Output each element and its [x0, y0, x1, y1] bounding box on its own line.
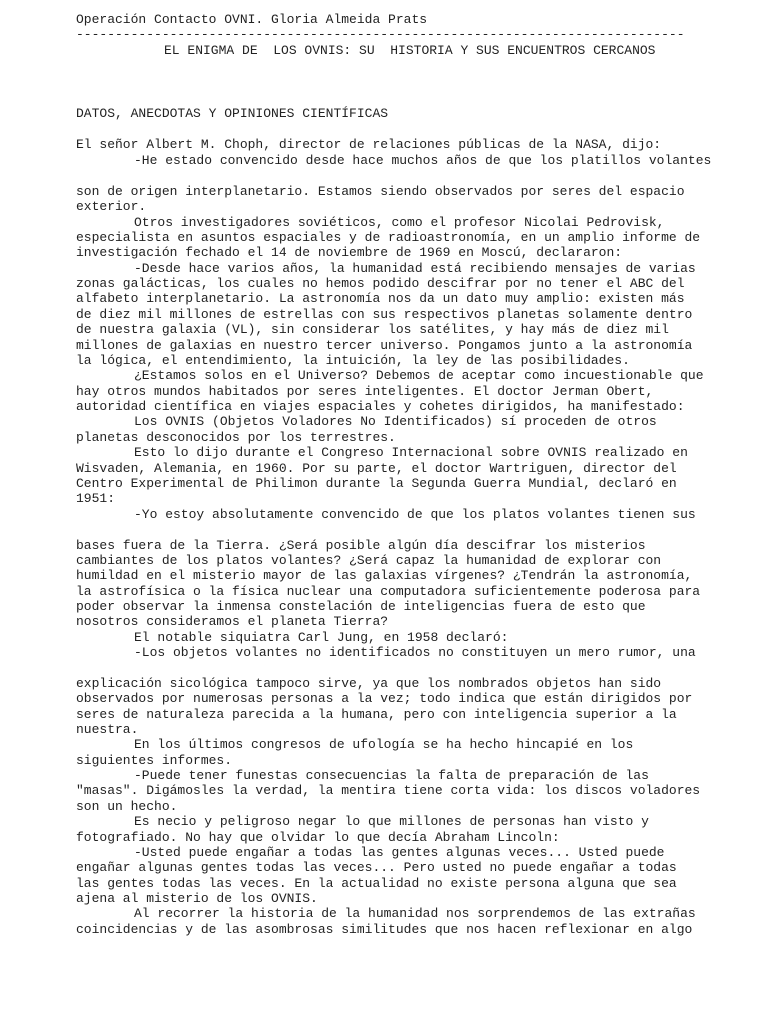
- header-separator: ------------------------------------------------------------------------------: [76, 27, 685, 42]
- text-line: de nuestra galaxia (VL), sin considerar los satélites, y hay más de diez mil: [76, 322, 669, 337]
- text-line: millones de galaxias en nuestro tercer universo. Pongamos junto a la astronomía: [76, 338, 693, 353]
- text-line: -Puede tener funestas consecuencias la falta de preparación de las: [134, 768, 649, 783]
- text-line: Al recorrer la historia de la humanidad nos sorprendemos de las extrañas: [134, 906, 696, 921]
- section-title: DATOS, ANECDOTAS Y OPINIONES CIENTÍFICAS: [76, 106, 389, 121]
- text-line: -He estado convencido desde hace muchos años de que los platillos volantes: [134, 153, 712, 168]
- text-line: Es necio y peligroso negar lo que millones de personas han visto y: [134, 814, 649, 829]
- text-line: especialista en asuntos espaciales y de radioastronomía, en un amplio informe de: [76, 230, 701, 245]
- text-line: Centro Experimental de Philimon durante la Segunda Guerra Mundial, declaró en: [76, 476, 677, 491]
- text-line: Los OVNIS (Objetos Voladores No Identificados) sí proceden de otros: [134, 414, 657, 429]
- text-line: El notable siquiatra Carl Jung, en 1958 declaró:: [134, 630, 509, 645]
- text-line: son un hecho.: [76, 799, 178, 814]
- text-line: 1951:: [76, 491, 116, 506]
- text-line: seres de naturaleza parecida a la humana, pero con inteligencia superior a la: [76, 707, 677, 722]
- text-line: las gentes todas las veces. En la actualidad no existe persona alguna que sea: [76, 876, 677, 891]
- text-line: nosotros consideramos el planeta Tierra?: [76, 614, 389, 629]
- text-line: ajena al misterio de los OVNIS.: [76, 891, 318, 906]
- text-line: -Desde hace varios años, la humanidad está recibiendo mensajes de varias: [134, 261, 696, 276]
- text-line: coincidencias y de las asombrosas similitudes que nos hacen reflexionar en algo: [76, 922, 693, 937]
- text-line: planetas desconocidos por los terrestres.: [76, 430, 396, 445]
- text-line: la lógica, el entendimiento, la intuición, la ley de las posibilidades.: [76, 353, 630, 368]
- text-line: -Usted puede engañar a todas las gentes algunas veces... Usted puede: [134, 845, 665, 860]
- text-line: -Yo estoy absolutamente convencido de que los platos volantes tienen sus: [134, 507, 696, 522]
- text-line: observados por numerosas personas a la vez; todo indica que están dirigidos por: [76, 691, 693, 706]
- text-line: Wisvaden, Alemania, en 1960. Por su parte, el doctor Wartriguen, director del: [76, 461, 677, 476]
- text-line: son de origen interplanetario. Estamos siendo observados por seres del espacio: [76, 184, 685, 199]
- text-line: investigación fechado el 14 de noviembre de 1969 en Moscú, declararon:: [76, 245, 623, 260]
- text-line: hay otros mundos habitados por seres inteligentes. El doctor Jerman Obert,: [76, 384, 654, 399]
- text-line: En los últimos congresos de ufología se ha hecho hincapié en los: [134, 737, 634, 752]
- text-line: exterior.: [76, 199, 147, 214]
- chapter-title: EL ENIGMA DE LOS OVNIS: SU HISTORIA Y SUS ENCUENTROS CERCANOS: [164, 43, 656, 58]
- text-line: humildad en el misterio mayor de las galaxias vírgenes? ¿Tendrán la astronomía,: [76, 568, 693, 583]
- text-line: explicación sicológica tampoco sirve, ya que los nombrados objetos han sido: [76, 676, 662, 691]
- text-line: la astrofísica o la física nuclear una computadora suficientemente poderosa para: [76, 584, 701, 599]
- text-line: Esto lo dijo durante el Congreso Internacional sobre OVNIS realizado en: [134, 445, 688, 460]
- text-line: El señor Albert M. Choph, director de relaciones públicas de la NASA, dijo:: [76, 137, 662, 152]
- text-line: zonas galácticas, los cuales no hemos podido descifrar por no tener el ABC del: [76, 276, 685, 291]
- text-line: engañar algunas gentes todas las veces... Pero usted no puede engañar a todas: [76, 860, 677, 875]
- text-line: poder observar la inmensa constelación de inteligencias fuera de esto que: [76, 599, 646, 614]
- text-line: ¿Estamos solos en el Universo? Debemos de aceptar como incuestionable que: [134, 368, 704, 383]
- text-line: alfabeto interplanetario. La astronomía nos da un dato muy amplio: existen más: [76, 291, 685, 306]
- text-line: Otros investigadores soviéticos, como el profesor Nicolai Pedrovisk,: [134, 215, 665, 230]
- text-line: "masas". Digámosles la verdad, la mentira tiene corta vida: los discos voladores: [76, 783, 701, 798]
- text-line: fotografiado. No hay que olvidar lo que decía Abraham Lincoln:: [76, 830, 560, 845]
- text-line: nuestra.: [76, 722, 139, 737]
- text-line: siguientes informes.: [76, 753, 233, 768]
- text-line: autoridad científica en viajes espaciales y cohetes dirigidos, ha manifestado:: [76, 399, 685, 414]
- text-line: cambiantes de los platos volantes? ¿Será capaz la humanidad de explorar con: [76, 553, 662, 568]
- text-line: -Los objetos volantes no identificados no constituyen un mero rumor, una: [134, 645, 696, 660]
- text-line: bases fuera de la Tierra. ¿Será posible algún día descifrar los misterios: [76, 538, 646, 553]
- running-title: Operación Contacto OVNI. Gloria Almeida Prats: [76, 12, 428, 27]
- text-line: de diez mil millones de estrellas con sus respectivos planetas solamente dentro: [76, 307, 693, 322]
